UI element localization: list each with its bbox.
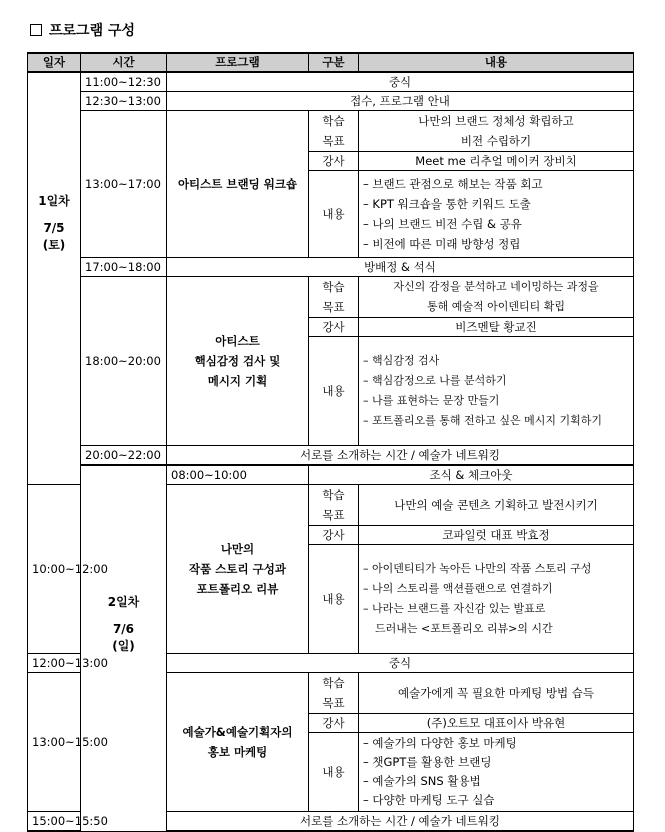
time-cell: 08:00~10:00 xyxy=(167,465,309,485)
time-cell: 17:00~18:00 xyxy=(81,258,167,277)
category-cell: 강사 xyxy=(309,526,359,545)
goal-cell: 자신의 감정을 분석하고 네이밍하는 과정을 통해 예술적 아이덴티티 확립 xyxy=(359,277,634,318)
lecturer-cell: (주)오트모 대표이사 박유현 xyxy=(359,714,634,733)
category-cell: 내용 xyxy=(309,337,359,446)
program-cell: 예술가&예술기획자의 홍보 마케팅 xyxy=(167,673,309,812)
category-cell: 내용 xyxy=(309,733,359,812)
table-row xyxy=(28,277,634,318)
lecturer-cell: 비즈멘탈 황교진 xyxy=(359,318,634,337)
activity-cell: 서로를 소개하는 시간 / 예술가 네트워킹 xyxy=(167,446,634,466)
content-cell: – 예술가의 다양한 홍보 마케팅 – 챗GPT를 활용한 브랜딩 – 예술가의 SNS 활용법 – 다양한 마케팅 도구 실습 xyxy=(359,733,634,812)
day1-cell xyxy=(28,72,81,485)
activity-cell: 중식 xyxy=(167,654,634,673)
time-cell: 12:00~13:00 xyxy=(28,654,81,673)
activity-cell: 조식 & 체크아웃 xyxy=(309,465,634,485)
content-cell: – 아이덴티티가 녹아든 나만의 작품 스토리 구성 – 나의 스토리를 액션플랜으로 연결하기 – 나라는 브랜드를 자신감 있는 발표로 드러내는 <포트폴리오 리뷰>의 시간 xyxy=(359,545,634,654)
day2-label: 2일차 xyxy=(107,595,140,609)
lecturer-cell: Meet me 리추얼 메이커 장비치 xyxy=(359,152,634,171)
time-cell: 11:00~12:30 xyxy=(81,72,167,92)
activity-cell: 중식 xyxy=(167,72,634,92)
goal-cell: 나만의 예술 콘텐츠 기획하고 발전시키기 xyxy=(359,485,634,526)
category-cell: 강사 xyxy=(309,152,359,171)
content-cell: – 핵심감정 검사 – 핵심감정으로 나를 분석하기 – 나를 표현하는 문장 만들기 – 포트폴리오를 통해 전하고 싶은 메시지 기획하기 xyxy=(359,337,634,446)
day2-cell xyxy=(81,465,167,831)
program-table xyxy=(27,52,634,832)
time-cell: 10:00~12:00 xyxy=(28,485,81,654)
table-row xyxy=(28,72,634,92)
lecturer-cell: 코파일럿 대표 박효정 xyxy=(359,526,634,545)
goal-cell: 나만의 브랜드 정체성 확립하고 비전 수립하기 xyxy=(359,111,634,152)
day2-weekday: (일) xyxy=(112,639,135,653)
header-category: 구분 xyxy=(309,53,359,72)
time-cell: 12:30~13:00 xyxy=(81,92,167,111)
category-cell: 강사 xyxy=(309,714,359,733)
program-cell: 나만의 작품 스토리 구성과 포트폴리오 리뷰 xyxy=(167,485,309,654)
section-title xyxy=(30,20,135,40)
day1-label: 1일차 xyxy=(38,194,70,208)
section-title-text: 프로그램 구성 xyxy=(49,23,136,39)
header-day: 일자 xyxy=(28,53,81,72)
day2-date: 7/6 xyxy=(112,622,135,636)
table-row xyxy=(28,111,634,152)
table-row xyxy=(28,446,634,466)
category-cell: 학습 목표 xyxy=(309,673,359,714)
checkbox-square-icon xyxy=(30,24,42,36)
time-cell: 18:00~20:00 xyxy=(81,277,167,446)
day1-date: 7/5 xyxy=(43,221,65,235)
category-cell: 학습 목표 xyxy=(309,111,359,152)
time-cell: 13:00~17:00 xyxy=(81,111,167,258)
category-cell: 내용 xyxy=(309,545,359,654)
category-cell: 학습 목표 xyxy=(309,485,359,526)
time-cell: 13:00~15:00 xyxy=(28,673,81,812)
category-cell: 학습 목표 xyxy=(309,277,359,318)
activity-cell: 접수, 프로그램 안내 xyxy=(167,92,634,111)
category-cell: 강사 xyxy=(309,318,359,337)
time-cell: 20:00~22:00 xyxy=(81,446,167,466)
table-header-row xyxy=(28,53,634,72)
table-row xyxy=(28,465,634,485)
goal-cell: 예술가에게 꼭 필요한 마케팅 방법 습득 xyxy=(359,673,634,714)
table-row xyxy=(28,92,634,111)
header-program: 프로그램 xyxy=(167,53,309,72)
program-cell: 아티스트 브랜딩 워크숍 xyxy=(167,111,309,258)
header-time: 시간 xyxy=(81,53,167,72)
activity-cell: 방배정 & 석식 xyxy=(167,258,634,277)
content-cell: – 브랜드 관점으로 해보는 작품 회고 – KPT 워크숍을 통한 키워드 도출 – 나의 브랜드 비전 수립 & 공유 – 비전에 따른 미래 방향성 정립 xyxy=(359,171,634,258)
activity-cell: 서로를 소개하는 시간 / 예술가 네트워킹 xyxy=(167,812,634,832)
program-cell: 아티스트 핵심감정 검사 및 메시지 기획 xyxy=(167,277,309,446)
header-content: 내용 xyxy=(359,53,634,72)
day1-weekday: (토) xyxy=(42,238,66,252)
time-cell: 15:00~15:50 xyxy=(28,812,81,832)
table-row xyxy=(28,258,634,277)
category-cell: 내용 xyxy=(309,171,359,258)
